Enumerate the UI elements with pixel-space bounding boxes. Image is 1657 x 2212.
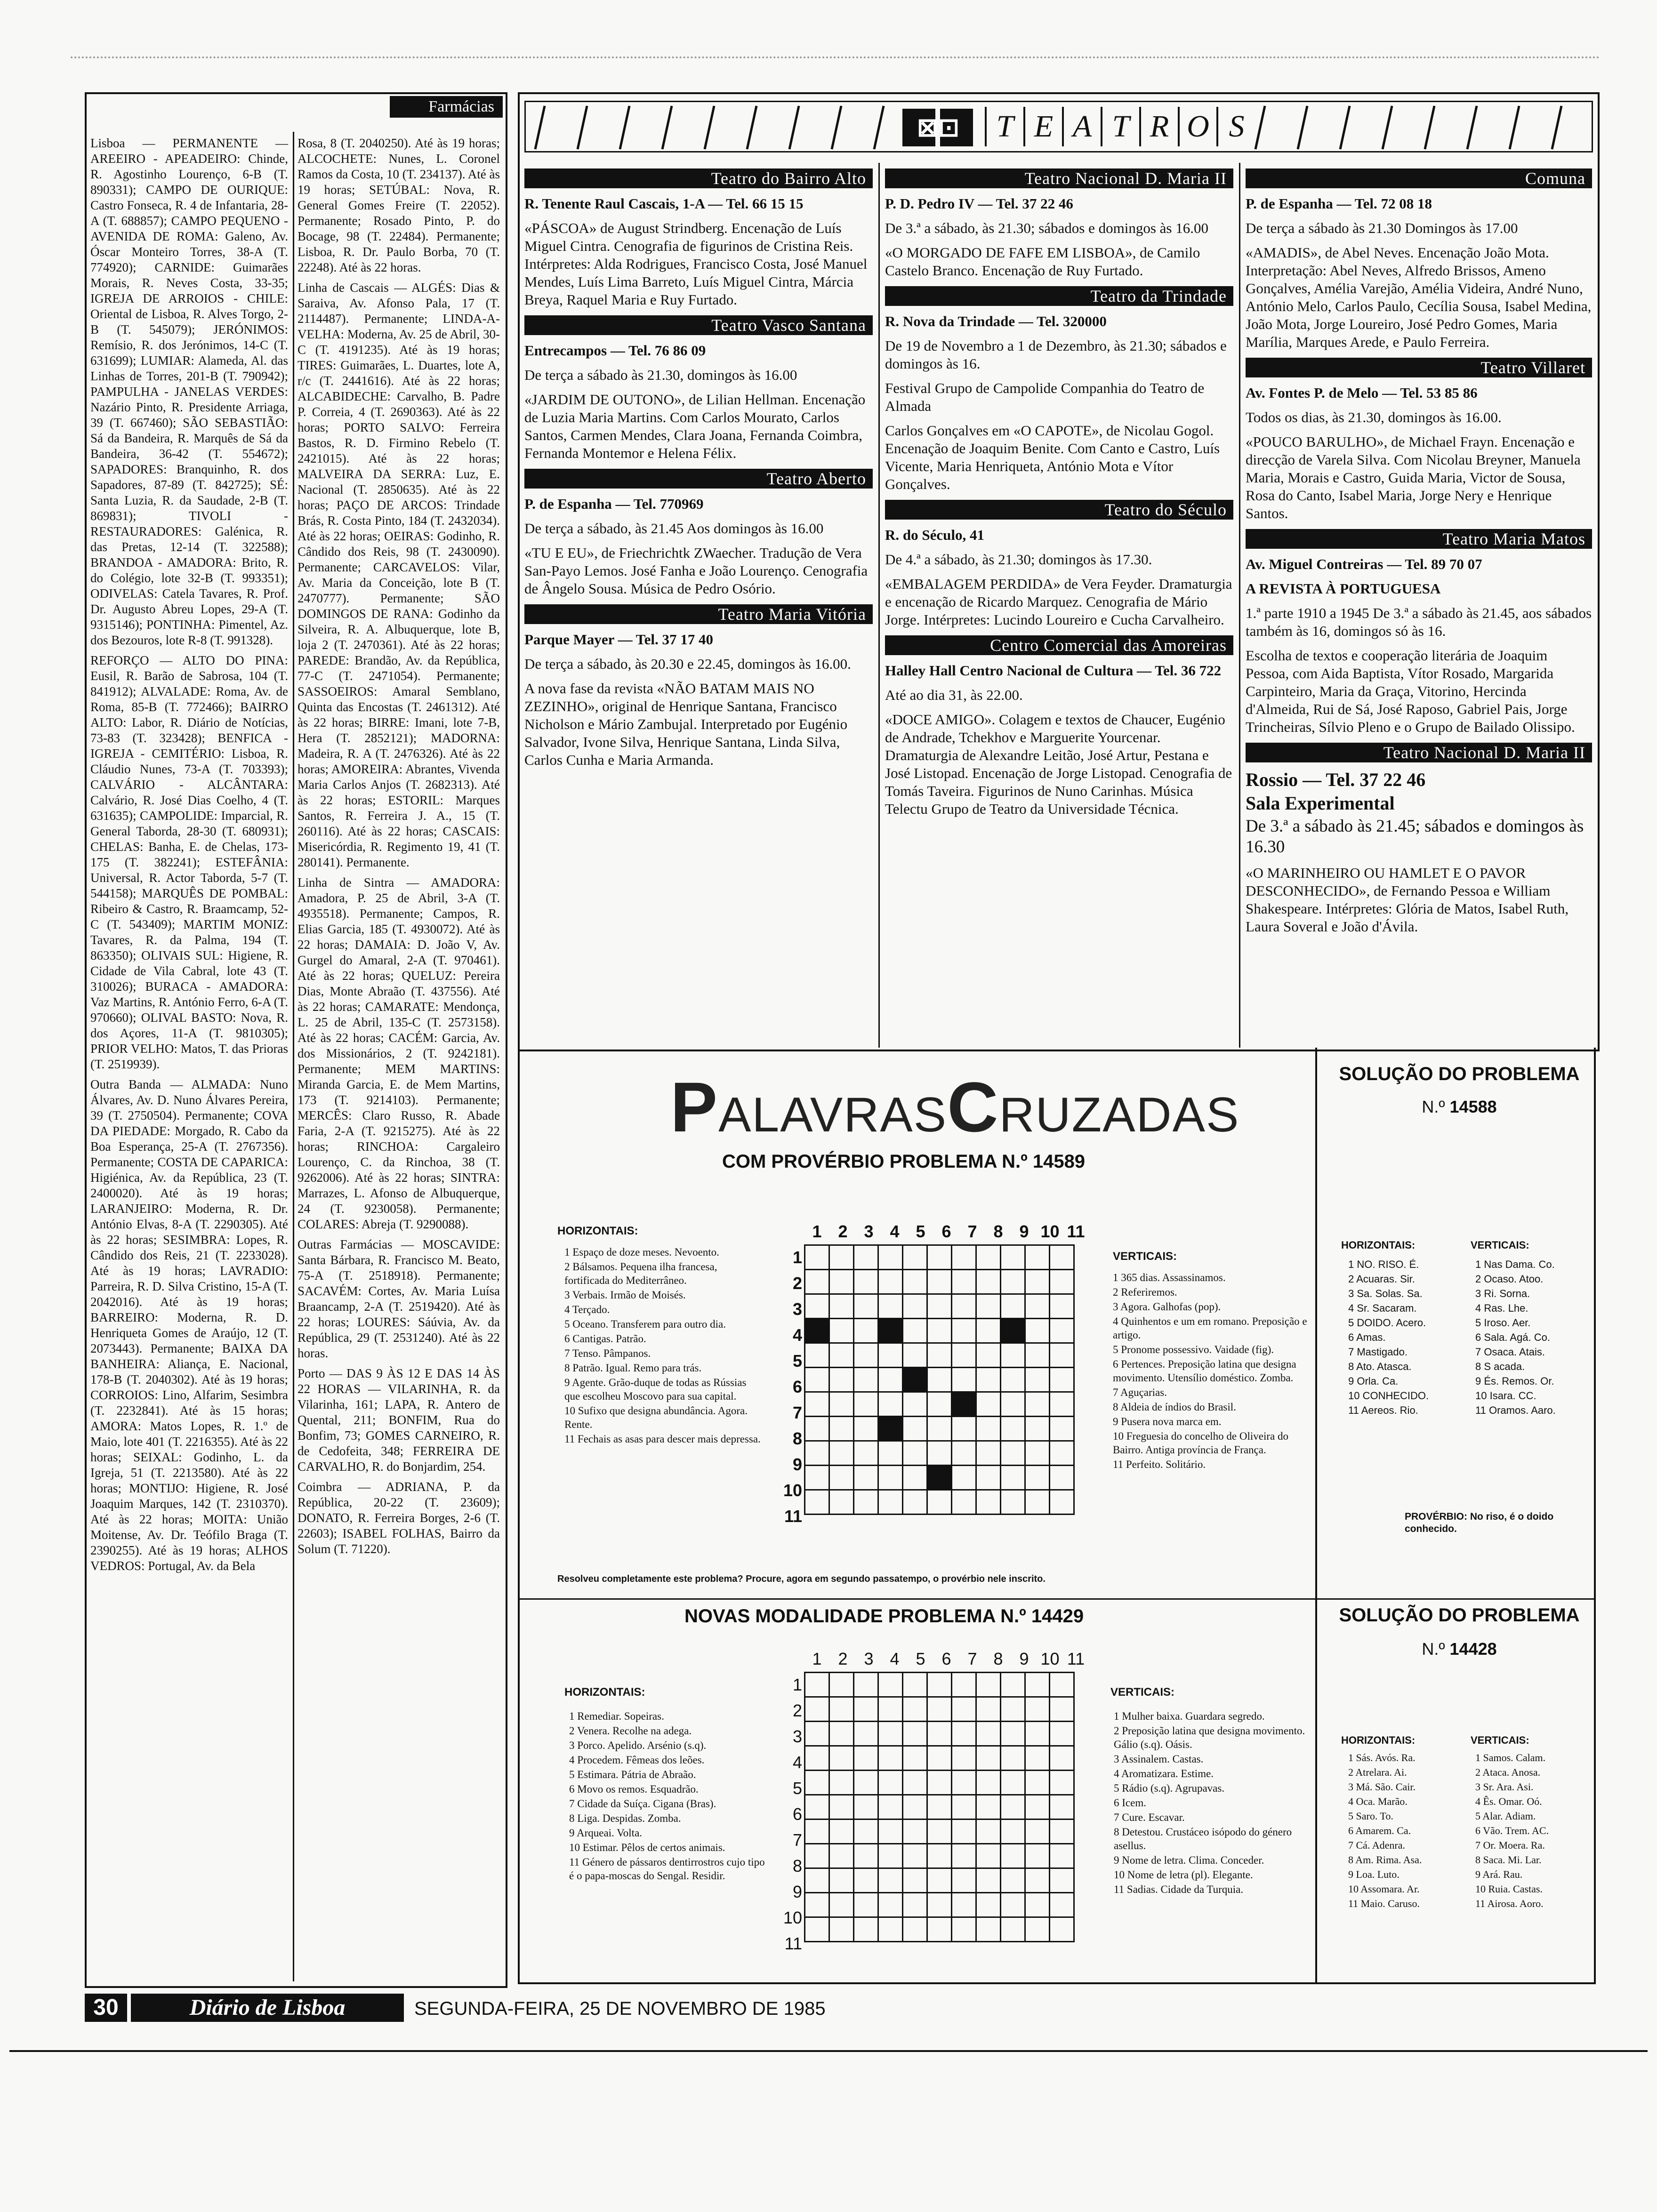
row-number: 4 [792,1753,802,1772]
theatre-schedule: De terça a sábado às 21.30 Domingos às 17.00 [1246,220,1518,236]
clue: 9 Nome de letra. Clima. Conceder. [1114,1854,1264,1866]
p1-horizontais [564,1245,762,1447]
theatre-show-title: Sala Experimental [1246,793,1395,814]
p2-row-numbers [769,1672,802,1956]
theatre-play: «PÁSCOA» de August Strindberg. Encenação de Luís Miguel Cintra. Cenografia de figurinos de Cristina Reis. Intérpretes: Alda Rodrigues, Francisco Costa, José Manuel Mendes, Luís Lima Barreto, Luís Miguel Cintra, Márcia Breya, Raquel Maria e Ruy Furtado. [524,220,868,308]
theatre-schedule: De 3.ª a sábado às 21.45; sábados e domingos às 16.30 [1246,817,1584,857]
answer: 5 DOIDO. Acero. [1348,1317,1426,1329]
row-number: 7 [792,1403,802,1422]
bottom-rule [9,2050,1648,2052]
theatre-play: «AMADIS», de Abel Neves. Encenação João Mota. Interpretação: Abel Neves, Alfredo Brissos, Ameno Gonçalves, Amélia Varejão, Amélia Videira, André Nuno, António Melo, Carlos Paulo, Cecília Sousa, Isabel Medina, João Mota, Jorge Loureiro, José Pedro Gomes, Maria Marília, Marques Arede, e Paulo Ferreira. [1246,244,1592,350]
clue: 8 Detestou. Crustáceo isópodo do género asellus. [1114,1826,1292,1851]
answer: 1 Samos. Calam. [1475,1752,1546,1763]
clue: 1 Remediar. Sopeiras. [569,1710,664,1722]
p2-vert-label: VERTICAIS: [1110,1686,1175,1699]
theatre-schedule: De 3.ª a sábado, às 21.30; sábados e domingos às 16.00 [885,220,1208,236]
clue: 3 Verbais. Irmão de Moisés. [564,1289,686,1301]
theatre-play: «DOCE AMIGO». Colagem e textos de Chaucer, Eugénio de Andrade, Tchekhov e Marguerite Yourcenar. Dramaturgia de Alexandre Leitão, José Artur, Pestana e José Listopad. Encenação de Jorge Listopad. Cenografia de Tomás Taveira. Figurinos de Nuno Carinhas. Música Telectu Grupo de Teatro da Universidade Técnica. [885,711,1232,817]
theatre-address: Av. Miguel Contreiras — Tel. 89 70 07 [1246,556,1482,572]
row-number: 5 [792,1779,802,1798]
answer: 4 Ês. Omar. Oó. [1475,1795,1542,1807]
theatre-schedule: Todos os dias, às 21.30, domingos às 16.00. [1246,409,1502,425]
p1-vert-label: VERTICAIS: [1113,1250,1177,1263]
row-number: 1 [792,1248,802,1267]
theatre-show-title: A REVISTA À PORTUGUESA [1246,580,1441,597]
theatre-header: Teatro Maria Vitória [524,604,873,624]
crosswords-hdivider [520,1598,1594,1600]
col-number: 1 [812,1649,822,1668]
answer: 3 Ri. Sorna. [1475,1288,1530,1299]
theatre-address: Entrecampos — Tel. 76 86 09 [524,342,706,359]
answer: 4 Oca. Marão. [1348,1795,1408,1807]
farmacias-porto: Porto — DAS 9 ÀS 12 E DAS 14 ÀS 22 HORAS — VILARINHA, R. da Vilarinha, 161; LAPA, R. Antero de Quental, 211; BONFIM, Rua do Bonfim, 73; GOMES CARNEIRO, R. de Cedofeita, 348; FERREIRA DE CARVALHO, R. do Bonjardim, 254. [298,1366,500,1474]
theatre-play: «POUCO BARULHO», de Michael Frayn. Encenação e direcção de Varela Silva. Com Nicolau Breyner, Manuela Maria, Morais e Castro, Guida Maria, Victor de Sousa, Rosa do Canto, Isabel Maria, Jorge Nery e Henrique Santos. [1246,433,1581,521]
clue: 8 Patrão. Igual. Remo para trás. [564,1362,702,1374]
theatre-schedule: Até ao dia 31, às 22.00. [885,687,1023,703]
col-number: 1 [812,1222,822,1241]
answer: 6 Amarem. Ca. [1348,1825,1411,1836]
theatre-play: A nova fase da revista «NÃO BATAM MAIS NO ZEZINHO», original de Henrique Santana, Francisco Nicholson e Mário Zambujal. Interpretado por Eugénio Salvador, Ivone Silva, Henrique Santana, Linda Silva, Carlos Cunha e Maria Armanda. [524,680,848,768]
clue: 11 Perfeito. Solitário. [1113,1459,1206,1470]
teatros-divider [1239,163,1240,1048]
col-number: 3 [864,1649,874,1668]
clue: 11 Sadias. Cidade da Turquia. [1114,1883,1244,1895]
clue: 2 Bálsamos. Pequena ilha francesa, fortificada do Mediterrâneo. [564,1261,717,1286]
teatros-letter: S [1216,107,1255,146]
s2-vert-label: VERTICAIS: [1471,1734,1529,1746]
title-big-letter: P [670,1067,719,1146]
col-number: 11 [1067,1649,1085,1668]
theatre-header: Teatro da Trindade [885,286,1233,306]
s2-num-prefix: N.º [1422,1639,1445,1659]
p2-verticais [1114,1709,1307,1897]
theatre-header: Teatro Villaret [1246,358,1592,377]
clue: 10 Estimar. Pêlos de certos animais. [569,1842,725,1853]
theatre-header: Comuna [1246,168,1592,188]
col-number: 10 [1040,1649,1060,1668]
clue: 3 Agora. Galhofas (pop). [1113,1301,1221,1313]
p2-col-numbers [804,1649,1089,1669]
col-number: 6 [941,1222,951,1241]
p1-verticais [1113,1271,1311,1472]
col-number: 4 [890,1649,900,1668]
answer: 5 Iroso. Aer. [1475,1317,1531,1329]
answer: 3 Má. São. Cair. [1348,1781,1416,1793]
col-number: 10 [1040,1222,1060,1241]
answer: 9 Ará. Rau. [1475,1868,1523,1880]
s1-horiz-label: HORIZONTAIS: [1341,1239,1416,1251]
row-number: 8 [792,1856,802,1875]
clue: 10 Sufixo que designa abundância. Agora. Rente. [564,1405,748,1430]
answer: 9 Loa. Luto. [1348,1868,1400,1880]
farmacias-col1 [90,136,288,1579]
row-number: 6 [792,1804,802,1824]
clue: 3 Assinalem. Castas. [1114,1753,1204,1765]
page-number: 30 [85,1994,127,2022]
row-number: 8 [792,1429,802,1448]
s2-verticais [1475,1751,1593,1911]
col-number: 5 [916,1649,925,1668]
theatre-address: P. de Espanha — Tel. 72 08 18 [1246,195,1432,212]
clue: 11 Género de pássaros dentirrostros cujo tipo é o papa-moscas do Sengal. Residir. [569,1856,765,1882]
clue: 7 Aguçarias. [1113,1387,1167,1398]
theatre-address: Av. Fontes P. de Melo — Tel. 53 85 86 [1246,385,1478,401]
theatre-header: Teatro Maria Matos [1246,529,1592,549]
teatros-letter: R [1139,107,1178,146]
row-number: 10 [783,1908,802,1927]
theatre-address: R. Tenente Raul Cascais, 1-A — Tel. 66 15 15 [524,195,804,212]
col-number: 11 [1067,1222,1085,1241]
theatre-schedule: De terça a sábado, às 21.45 Aos domingos às 16.00 [524,520,824,537]
p2-title: NOVAS MODALIDADE PROBLEMA N.º 14429 [684,1606,1084,1627]
masthead-logo: Diário de Lisboa [131,1994,404,2022]
top-dotted-rule [71,56,1601,58]
crosswords-title [670,1066,1239,1148]
farmacias-outra-banda: Outra Banda — ALMADA: Nuno Álvares, Av. D. Nuno Álvares Pereira, 39 (T. 2750504). Permanente; COVA DA PIEDADE: Morgado, R. Cabo da Boa Esperança, 25-A (T. 2767356). Permanente; COSTA DE CAPARICA: Higiénica, Av. da República, 23 (T. 2400020). Até às 19 horas; LARANJEIRO: Moderna, R. Dr. António Elvas, 8-A (T. 2290305). Até às 22 horas; SESIMBRA: Lopes, R. Cândido dos Reis, 21 (T. 2233028). Até às 19 horas; LAVRADIO: Parreira, R. D. Silva Cristino, 15-A (T. 2042016). Até às 19 horas; BARREIRO: Moderna, R. D. Henriqueta Gomes de Araújo, 12 (T. 2073443). Permanente; BAIXA DA BANHEIRA: Aliança, E. Nacional, 178-B (T. 2040302). Até às 19 horas; CORROIOS: Lino, Alfarim, Sesimbra (T. 2232841). Até às 15 horas; AMORA: Matos Lopes, R. 1.º de Maio, lote 401 (T. 2216355). Até às 22 horas; SEIXAL: Godinho, L. da Igreja, 51 (T. 2213580). Até às 22 horas; MONTIJO: Higiene, R. José Joaquim Marques, 142 (T. 2310370). Até às 22 horas; MOITA: União Moitense, Av. Dr. Teófilo Braga (T. 2390255). Até às 19 horas; ALHOS VEDROS: Portugal, Av. da Bela [90,1077,288,1573]
s1-num-prefix: N.º [1422,1097,1445,1116]
theatre-play: «TU E EU», de Friechrichtk ZWaecher. Tradução de Vera San-Payo Lemos. José Fanha e João Lourenço. Cenografia de Ângelo Sousa. Música de Pedro Osório. [524,545,868,597]
col-number: 6 [941,1649,951,1668]
theatre-play: Escolha de textos e cooperação literária de Joaquim Pessoa, com Aida Baptista, Vítor Rosado, Margarida Carpinteiro, Maria da Graça, Vitorino, Hercinda d'Almeida, Rui de Sá, José Raposo, Gabriel Pais, Jorge Trincheiras, Sílvio Pleno e o Grupo de Bailado Olissipo. [1246,647,1575,735]
theatre-schedule: De 4.ª a sábado, às 21.30; domingos às 17.30. [885,551,1152,568]
teatros-letter: T [1101,107,1139,146]
theatre-address: R. Nova da Trindade — Tel. 320000 [885,313,1107,329]
answer: 2 Acuaras. Sir. [1348,1273,1415,1285]
answer: 7 Osaca. Atais. [1475,1346,1545,1358]
answer: 2 Ataca. Anosa. [1475,1766,1541,1778]
col-number: 8 [993,1222,1003,1241]
row-number: 11 [784,1507,802,1526]
s2-horizontais [1348,1751,1471,1911]
theatre-note: Festival Grupo de Campolide Companhia do Teatro de Almada [885,380,1205,414]
theatre-schedule: De 19 de Novembro a 1 de Dezembro, às 21.30; sábados e domingos às 16. [885,337,1227,372]
teatros-divider [878,163,880,1048]
clue: 7 Cure. Escavar. [1114,1811,1185,1823]
clue: 11 Fechais as asas para descer mais depressa. [564,1433,761,1445]
theatre-header: Teatro Aberto [524,469,873,489]
p1-col-numbers [804,1222,1089,1242]
clue: 5 Oceano. Transferem para outro dia. [564,1318,726,1330]
title-word: ALAVRAS [718,1088,948,1142]
row-number: 6 [792,1377,802,1396]
farmacias-reforco: REFORÇO — ALTO DO PINA: Eusil, R. Barão de Sabrosa, 104 (T. 841912); ALVALADE: Roma, Av. de Roma, 85-B (T. 772466); BAIRRO ALTO: Labor, R. Diário de Notícias, 73-83 (T. 323428); BENFICA - IGREJA - CEMITÉRIO: Lisboa, R. Cláudio Nunes, 73-A (T. 703393); CALVÁRIO - ALCÂNTARA: Calvário, R. José Dias Coelho, 4 (T. 631635); CAMPOLIDE: Imparcial, R. General Taborda, 28-30 (T. 680931); CHELAS: Banha, E. de Chelas, 173-175 (T. 382241); ESTEFÂNIA: Universal, R. Actor Taborda, 5-7 (T. 544158); MARQUÊS DE POMBAL: Ribeiro & Castro, R. Braamcamp, 52-C (T. 543409); MARTIM MONIZ: Tavares, R. da Palma, 194 (T. 863350); OLIVAIS SUL: Higiene, R. Cidade de Vila Cabral, lote 43 (T. 310026); BURACA - AMADORA: Vaz Martins, R. António Ferro, 6-A (T. 970660); OLIVAL BASTO: Nova, R. dos Açores, 11-A (T. 9810305); PRIOR VELHO: Matos, T. das Prioras (T. 2519939). [90,653,288,1071]
row-number: 5 [792,1351,802,1370]
farmacias-outras: Outras Farmácias — MOSCAVIDE: Santa Bárbara, R. Francisco M. Beato, 75-A (T. 2518918). Permanente; SACAVÉM: Cortes, Av. Maria Luísa Braancamp, 2-A (T. 2519420). Até às 22 horas; LOURES: Sáúvia, Av. da República, 29 (T. 2531240). Até às 22 horas. [298,1237,500,1360]
farmacias-col-divider [293,132,294,1981]
title-word: RUZADAS [999,1088,1240,1142]
theatre-play: Carlos Gonçalves em «O CAPOTE», de Nicolau Gogol. Encenação de Joaquim Benite. Com Canto e Castro, Luís Vicente, Maria Henriqueta, António Mota e Vítor Gonçalves. [885,422,1220,492]
answer: 6 Amas. [1348,1331,1386,1343]
theatre-header: Teatro do Bairro Alto [524,168,873,188]
s1-proverbio: PROVÉRBIO: No riso, é o doido conhecido. [1405,1511,1554,1534]
crosswords-area [518,1048,1596,1984]
theatre-header: Teatro do Século [885,500,1233,520]
col-number: 8 [993,1649,1003,1668]
theatre-play: «EMBALAGEM PERDIDA» de Vera Feyder. Dramaturgia e encenação de Ricardo Marquez. Cenografia de Mário Jorge. Intérpretes: Lucindo Loureiro e Cucha Carvalheiro. [885,576,1232,628]
clue: 4 Terçado. [564,1304,610,1315]
answer: 5 Alar. Adiam. [1475,1810,1536,1822]
clue: 1 Mulher baixa. Guardara segredo. [1114,1710,1265,1722]
farmacias-cascais: Linha de Cascais — ALGÉS: Dias & Saraiva, Av. Afonso Pala, 17 (T. 2114487). Permanente; LINDA-A-VELHA: Moderna, Av. 25 de Abril, 30-C (T. 4191235). Até às 19 horas; TIRES: Guimarães, L. Duartes, lote A, r/c (T. 2441616). Até às 22 horas; ALCABIDECHE: Carvalho, B. Padre P. Correia, 4 (T. 2690363). Até às 22 horas; PORTO SALVO: Ferreira Bastos, R. D. Firmino Rebelo (T. 2421015). Até às 22 horas; MALVEIRA DA SERRA: Luz, E. Nacional (T. 2850635). Até às 22 horas; PAÇO DE ARCOS: Trindade Brás, R. Costa Pinto, 184 (T. 2432034). Até às 22 horas; OEIRAS: Godinho, R. Cândido dos Reis, 98 (T. 2430090). Permanente; CARCAVELOS: Vilar, Av. Maria da Conceição, lote B (T. 2470777). Permanente; SÃO DOMINGOS DE RANA: Godinho da Silveira, R. A. Albuquerque, lote B, loja 2 (T. 2470361). Até às 22 horas; PAREDE: Brandão, Av. da República, 77-C (T. 2471054). Permanente; SASSOEIROS: Amaral Semblano, Quinta das Encostas (T. 2461312). Até às 22 horas; BIRRE: Imani, lote 7-B, Hera (T. 2852121); MADORNA: Madeira, R. A (T. 2476326). Até às 22 horas; AMOREIRA: Abrantes, Vivenda Maria Carlos Anjos (T. 2682313). Até às 22 horas; ESTORIL: Marques Santos, R. Ferreira J. A., 15 (T. 260116). Até às 22 horas; CASCAIS: Misericórdia, R. Regimento 19, 41 (T. 280141). Permanente. [298,281,500,869]
teatros-letter: A [1062,107,1101,146]
theatre-schedule: De terça a sábado às 21.30, domingos às 16.00 [524,367,797,383]
col-number: 2 [838,1222,848,1241]
row-number: 2 [792,1701,802,1720]
clue: 5 Rádio (s.q). Agrupavas. [1114,1782,1225,1794]
teatros-section [518,92,1600,1051]
theatre-header: Centro Comercial das Amoreiras [885,635,1233,655]
p1-footer: Resolveu completamente este problema? Procure, agora em segundo passatempo, o provérbio nele inscrito. [557,1574,1046,1584]
clue: 9 Agente. Grão-duque de todas as Rússias que escolheu Moscovo para sua capital. [564,1377,747,1402]
clue: 6 Icem. [1114,1797,1146,1809]
p1-horiz-label: HORIZONTAIS: [557,1225,638,1237]
page-date: SEGUNDA-FEIRA, 25 DE NOVEMBRO DE 1985 [414,1998,826,2019]
p2-horiz-label: HORIZONTAIS: [564,1686,645,1699]
clue: 8 Liga. Despidas. Zomba. [569,1812,681,1824]
clue: 9 Pusera nova marca em. [1113,1416,1222,1427]
answer: 7 Cá. Adenra. [1348,1839,1405,1851]
teatros-col-a [524,165,873,776]
row-number: 4 [792,1325,802,1345]
row-number: 9 [792,1455,802,1474]
theatre-address: R. do Século, 41 [885,527,984,543]
theatre-schedule: De terça a sábado, às 20.30 e 22.45, domingos às 16.00. [524,656,851,672]
answer: 8 Saca. Mi. Lar. [1475,1854,1542,1866]
clue: 7 Cidade da Suíça. Cigana (Bras). [569,1798,716,1810]
p1-grid [804,1244,1075,1515]
answer: 8 S acada. [1475,1361,1525,1372]
answer: 11 Oramos. Aaro. [1475,1404,1556,1416]
farmacias-lisboa: Lisboa — PERMANENTE — AREEIRO - APEADEIRO: Chinde, R. Agostinho Lourenço, 6-B (T. 890331); CAMPO DE OURIQUE: Castro Fonseca, R. 4 de Infantaria, 28-A (T. 688857); CAMPO PEQUENO - AVENIDA DE ROMA: Galeno, Av. Óscar Monteiro Torres, 38-A (T. 774920); CARNIDE: Guimarães Morais, R. Neves Costa, 33-35; IGREJA DE ARROIOS - CHILE: Oriental de Lisboa, R. Alves Torgo, 2-B (T. 545079); JERÓNIMOS: Remísio, R. dos Jerónimos, 14-C (T. 631699); LUMIAR: Alameda, Al. das Linhas de Torres, 201-B (T. 790942); PAMPULHA - JANELAS VERDES: Nazário Pinto, R. Presidente Arriaga, 39 (T. 667460); SÃO SEBASTIÃO: Sá da Bandeira, R. Marquês de Sá da Bandeira, 36-42 (T. 554672); SAPADORES: Branquinho, R. dos Sapadores, 87-89 (T. 842725); SÉ: Santa Luzia, R. da Saudade, 2-B (T. 869831); TIVOLI - RESTAURADORES: Galénica, R. das Pretas, 12-14 (T. 322588); BRANDOA - AMADORA: Brito, R. do Colégio, lote 32-B (T. 993351); ODIVELAS: Catela Tavares, R. Prof. Dr. Augusto Abreu Lopes, 29-A (T. 9315146); PONTINHA: Pimentel, Az. dos Bezouros, lote R-8 (T. 991328). [90,136,288,647]
clue: 4 Quinhentos e um em romano. Preposição e artigo. [1113,1315,1307,1341]
answer: 3 Sa. Solas. Sa. [1348,1288,1423,1299]
theatre-address: P. de Espanha — Tel. 770969 [524,496,704,512]
answer: 11 Airosa. Aoro. [1475,1898,1544,1909]
farmacias-section [85,92,507,1988]
clue: 1 Espaço de doze meses. Nevoento. [564,1246,719,1258]
s1-vert-label: VERTICAIS: [1471,1239,1529,1251]
clue: 9 Arqueai. Volta. [569,1827,643,1839]
farmacias-setubal: Rosa, 8 (T. 2040250). Até às 19 horas; ALCOCHETE: Nunes, L. Coronel Ramos da Costa, 10 (T. 234137). Até às 19 horas; SETÚBAL: Nova, R. General Gomes Freire (T. 22052). Permanente; Rosado Pinto, P. do Bocage, 98 (T. 22484). Permanente; Lisboa, R. Dr. Paulo Borba, 70 (T. 22248). Até às 22 horas. [298,136,500,274]
teatros-banner [524,101,1593,152]
clue: 4 Aromatizara. Estime. [1114,1768,1214,1779]
s2-number: 14428 [1449,1639,1497,1659]
answer: 9 Orla. Ca. [1348,1375,1399,1387]
teatros-col-c [1246,165,1592,942]
clue: 10 Nome de letra (pl). Elegante. [1114,1869,1253,1881]
theatre-header: Teatro Nacional D. Maria II [1246,743,1592,762]
answer: 4 Sr. Sacaram. [1348,1302,1417,1314]
clue: 4 Procedem. Fêmeas dos leões. [569,1754,705,1766]
clue: 2 Venera. Recolhe na adega. [569,1725,692,1737]
s2-number-line [1327,1639,1591,1659]
crosswords-divider [1315,1048,1317,1982]
row-number: 1 [792,1675,802,1694]
answer: 10 CONHECIDO. [1348,1390,1429,1402]
answer: 10 Assomara. Ar. [1348,1883,1420,1895]
clue: 10 Freguesia do concelho de Oliveira do Bairro. Antiga província de França. [1113,1430,1288,1456]
s1-horizontais [1348,1258,1471,1418]
answer: 9 És. Remos. Or. [1475,1375,1554,1387]
answer: 7 Or. Moera. Ra. [1475,1839,1545,1851]
page-footer [85,1992,1596,2025]
answer: 6 Sala. Agá. Co. [1475,1331,1550,1343]
answer: 10 Ruia. Castas. [1475,1883,1543,1895]
theatre-play: «O MORGADO DE FAFE EM LISBOA», de Camilo Castelo Branco. Encenação de Ruy Furtado. [885,244,1200,279]
clue: 3 Porco. Apelido. Arsénio (s.q). [569,1739,707,1751]
col-number: 2 [838,1649,848,1668]
p2-grid [804,1672,1075,1942]
clue: 5 Estimara. Pátria de Abraão. [569,1769,696,1780]
answer: 11 Aereos. Rio. [1348,1404,1418,1416]
answer: 8 Am. Rima. Asa. [1348,1854,1422,1866]
row-number: 9 [792,1882,802,1901]
clue: 6 Pertences. Preposição latina que designa movimento. Utensílio doméstico. Zomba. [1113,1358,1296,1384]
theatre-play: «JARDIM DE OUTONO», de Lilian Hellman. Encenação de Luzia Maria Martins. Com Carlos Mourato, Carlos Santos, Carmen Mendes, Clara Joana, Fernanda Coimbra, Fernanda Montemor e Helena Félix. [524,391,866,461]
s1-number-line [1327,1099,1591,1114]
answer: 8 Ato. Atasca. [1348,1361,1412,1372]
p2-horizontais [569,1709,767,1883]
teatros-letter: T [985,107,1023,146]
clue: 5 Pronome possessivo. Vaidade (fig). [1113,1344,1274,1355]
p1-row-numbers [769,1244,802,1529]
answer: 7 Mastigado. [1348,1346,1408,1358]
col-number: 4 [890,1222,900,1241]
teatros-letter: O [1178,107,1216,146]
teatros-banner-title [985,107,1255,146]
row-number: 10 [783,1481,802,1500]
theatre-address: Rossio — Tel. 37 22 46 [1246,769,1426,790]
p1-title: COM PROVÉRBIO PROBLEMA N.º 14589 [722,1151,1086,1172]
col-number: 3 [864,1222,874,1241]
theatre-play: «O MARINHEIRO OU HAMLET E O PAVOR DESCONHECIDO», de Fernando Pessoa e William Shakespeare. Intérpretes: Glória de Matos, Isabel Ruth, Laura Soveral e João d'Ávila. [1246,865,1569,935]
farmacias-header: Farmácias [390,96,503,118]
answer: 2 Ocaso. Atoo. [1475,1273,1544,1285]
theatre-address: P. D. Pedro IV — Tel. 37 22 46 [885,195,1073,212]
s2-horiz-label: HORIZONTAIS: [1341,1734,1416,1746]
answer: 4 Ras. Lhe. [1475,1302,1528,1314]
clue: 2 Preposição latina que designa movimento. Gálio (s.q). Oásis. [1114,1725,1305,1750]
theatre-address: Halley Hall Centro Nacional de Cultura — Tel. 36 722 [885,662,1222,679]
col-number: 9 [1019,1222,1029,1241]
answer: 10 Isara. CC. [1475,1390,1536,1402]
answer: 6 Vão. Trem. AC. [1475,1825,1549,1836]
row-number: 3 [792,1299,802,1319]
answer: 1 NO. RISO. É. [1348,1258,1419,1270]
clue: 6 Cantigas. Patrão. [564,1333,646,1345]
s1-title: SOLUÇÃO DO PROBLEMA [1339,1064,1580,1084]
theatre-schedule: 1.ª parte 1910 a 1945 De 3.ª a sábado às 21.45, aos sábados também às 16, domingos só às 16. [1246,605,1592,639]
answer: 3 Sr. Ara. Asi. [1475,1781,1534,1793]
title-big-letter: C [947,1067,999,1146]
clue: 8 Aldeia de índios do Brasil. [1113,1401,1236,1413]
col-number: 7 [967,1649,977,1668]
answer: 1 Sás. Avós. Ra. [1348,1752,1416,1763]
teatros-letter: E [1023,107,1062,146]
row-number: 3 [792,1727,802,1746]
row-number: 11 [784,1934,802,1953]
answer: 11 Maio. Caruso. [1348,1898,1420,1909]
farmacias-sintra: Linha de Sintra — AMADORA: Amadora, P. 25 de Abril, 3-A (T. 4935518). Permanente; Campos, R. Elias Garcia, 185 (T. 4930072). Até às 22 horas; DAMAIA: D. João V, Av. Gurgel do Amaral, 2-A (T. 970461). Até às 22 horas; QUELUZ: Pereira Dias, Monte Abraão (T. 437556). Até às 22 horas; CAMARATE: Mendonça, L. 25 de Abril, 135-C (T. 2573158). Até às 22 horas; CACÉM: Garcia, Av. dos Missionários, 2 (T. 9242181). Permanente; MEM MARTINS: Miranda Garcia, E. de Mem Martins, 173 (T. 9214103). Permanente; MERCÊS: Claro Russo, R. Abade Faria, 2-A (T. 9215275). Até às 22 horas; RINCHOA: Cargaleiro Lourenço, C. da Rinchoa, 38 (T. 9262006). Até às 22 horas; SINTRA: Marrazes, L. Afonso de Albuquerque, 24 (T. 9230058). Permanente; COLARES: Abreja (T. 9290088). [298,875,500,1231]
theatre-header: Teatro Vasco Santana [524,315,873,335]
theatre-header: Teatro Nacional D. Maria II [885,168,1233,188]
answer: 5 Saro. To. [1348,1810,1393,1822]
teatros-banner-logo-icon: ⊠⊡ [917,113,960,142]
col-number: 9 [1019,1649,1029,1668]
row-number: 7 [792,1830,802,1850]
answer: 1 Nas Dama. Co. [1475,1258,1555,1270]
farmacias-coimbra: Coimbra — ADRIANA, P. da República, 20-22 (T. 23609); DONATO, R. Ferreira Borges, 2-6 (T. 22603); ISABEL FOLHAS, Bairro da Solum (T. 71220). [298,1480,500,1556]
teatros-col-b [885,165,1233,825]
clue: 6 Movo os remos. Esquadrão. [569,1783,699,1795]
s1-verticais [1475,1258,1593,1418]
s1-number: 14588 [1449,1097,1497,1116]
farmacias-col2 [298,136,500,1562]
clue: 1 365 dias. Assassinamos. [1113,1272,1226,1283]
row-number: 2 [792,1274,802,1293]
s2-title: SOLUÇÃO DO PROBLEMA [1339,1605,1580,1626]
clue: 2 Referiremos. [1113,1286,1177,1298]
clue: 7 Tenso. Pâmpanos. [564,1347,651,1359]
theatre-address: Parque Mayer — Tel. 37 17 40 [524,631,713,648]
col-number: 7 [967,1222,977,1241]
answer: 2 Atrelara. Ai. [1348,1766,1407,1778]
col-number: 5 [916,1222,925,1241]
